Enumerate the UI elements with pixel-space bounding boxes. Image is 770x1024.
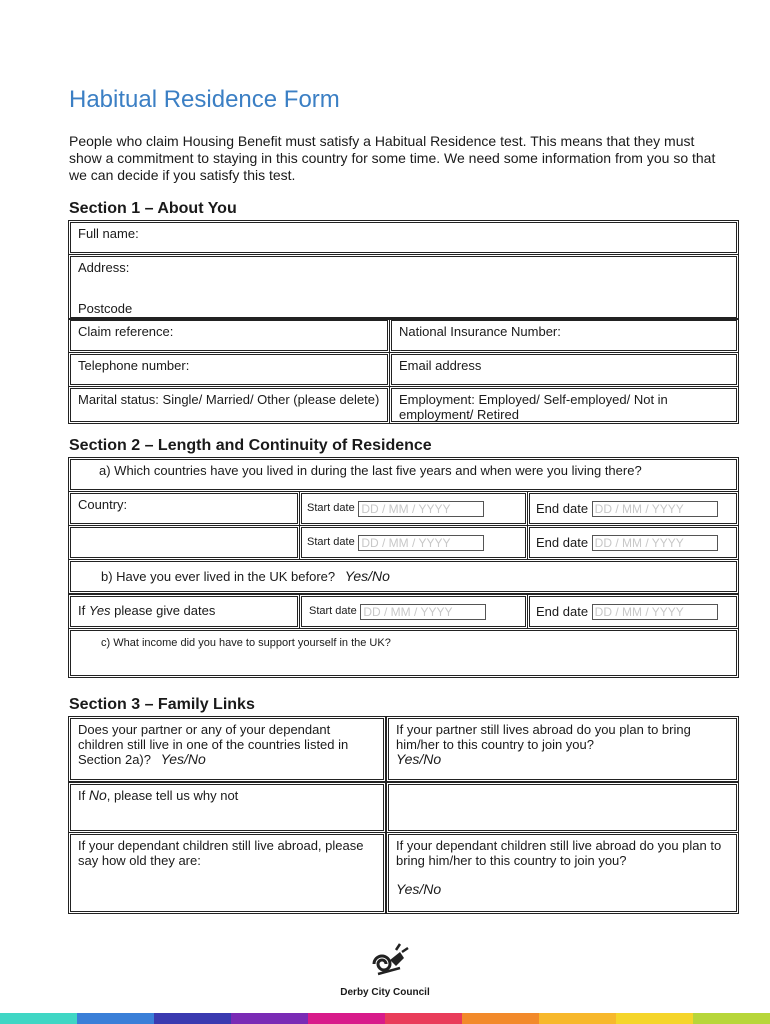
end-date-input-1[interactable]: DD / MM / YYYY	[592, 501, 718, 517]
email-field[interactable]	[391, 354, 737, 385]
end-date-cell-1	[529, 493, 737, 524]
page-title: Habitual Residence Form	[69, 86, 340, 113]
start-date-cell-1	[301, 493, 526, 524]
if-yes-dates-cell	[70, 596, 298, 627]
if-label: If	[78, 788, 86, 803]
plan-children-yes-no[interactable]: Yes/No	[396, 881, 442, 897]
address-label: Address:	[78, 260, 130, 275]
start-date-label: Start date	[307, 502, 355, 515]
country-field-2[interactable]	[70, 527, 298, 558]
plan-children-cell	[388, 834, 737, 912]
council-logo	[335, 940, 435, 998]
color-bar-segment	[77, 1013, 154, 1024]
ram-icon	[360, 940, 410, 980]
start-date-label: Start date	[307, 536, 355, 549]
marital-status-label: Marital status: Single/ Married/ Other (please delete)	[78, 392, 380, 407]
full-name-label: Full name:	[78, 226, 139, 241]
start-date-input-3[interactable]: DD / MM / YYYY	[360, 604, 486, 620]
start-date-cell-2	[301, 527, 526, 558]
color-bar-segment	[385, 1013, 462, 1024]
tell-why-text: , please tell us why not	[106, 788, 239, 803]
postcode-label: Postcode	[78, 301, 133, 316]
claim-reference-label: Claim reference:	[78, 324, 174, 339]
full-name-field[interactable]	[70, 222, 737, 253]
no-word: No	[88, 787, 107, 803]
end-date-input-3[interactable]: DD / MM / YYYY	[592, 604, 718, 620]
color-bar-segment	[693, 1013, 770, 1024]
telephone-field[interactable]	[70, 354, 388, 385]
start-date-cell-3	[301, 596, 526, 627]
marital-status-field[interactable]	[70, 388, 388, 422]
children-age-field[interactable]	[70, 834, 384, 912]
color-bar-segment	[231, 1013, 308, 1024]
telephone-label: Telephone number:	[78, 358, 190, 373]
color-bar-segment	[616, 1013, 693, 1024]
color-bar-segment	[308, 1013, 385, 1024]
color-bar-segment	[462, 1013, 539, 1024]
why-not-field[interactable]	[70, 784, 384, 831]
plan-children-question: If your dependant children still live abroad do you plan to bring him/her to this country to join you?	[396, 838, 722, 868]
plan-partner-cell	[388, 718, 737, 780]
end-date-label: End date	[536, 501, 589, 517]
if-label: If	[78, 603, 86, 618]
council-name: Derby City Council	[340, 987, 430, 998]
partner-abroad-question: Does your partner or any of your dependant children still live in one of the countries listed in Section 2a)?	[78, 722, 349, 767]
color-bar-segment	[0, 1013, 77, 1024]
partner-abroad-cell	[70, 718, 384, 780]
email-label: Email address	[399, 358, 482, 373]
please-give-dates: please give dates	[114, 603, 216, 618]
question-b-row	[70, 561, 737, 592]
employment-field[interactable]	[391, 388, 737, 422]
question-a-row	[70, 459, 737, 490]
end-date-input-2[interactable]: DD / MM / YYYY	[592, 535, 718, 551]
start-date-input-1[interactable]: DD / MM / YYYY	[358, 501, 484, 517]
section1-heading: Section 1 – About You	[69, 200, 237, 217]
question-c-text: c) What income did you have to support yourself in the UK?	[101, 637, 391, 649]
ni-number-label: National Insurance Number:	[399, 324, 561, 339]
yes-word: Yes	[88, 603, 111, 618]
color-bar-segment	[154, 1013, 231, 1024]
question-c-field[interactable]	[70, 630, 737, 676]
address-field[interactable]	[70, 256, 737, 318]
claim-reference-field[interactable]	[70, 320, 388, 351]
color-bar-segment	[539, 1013, 616, 1024]
intro-text: People who claim Housing Benefit must satisfy a Habitual Residence test. This means that they must show a commitment to staying in this country for some time. We need some information from you so that we can decide if you satisfy this test.	[69, 133, 716, 183]
question-a-text: a) Which countries have you lived in during the last five years and when were you living there?	[99, 463, 642, 478]
end-date-cell-2	[529, 527, 737, 558]
question-b-yes-no[interactable]: Yes/No	[344, 568, 390, 584]
why-not-answer-field[interactable]	[388, 784, 737, 831]
country-field-1[interactable]	[70, 493, 298, 524]
country-label: Country:	[78, 497, 128, 512]
plan-partner-yes-no[interactable]: Yes/No	[396, 751, 442, 767]
question-b-text: b) Have you ever lived in the UK before?	[101, 569, 336, 584]
ni-number-field[interactable]	[391, 320, 737, 351]
end-date-label: End date	[536, 604, 589, 620]
children-age-question: If your dependant children still live abroad, please say how old they are:	[78, 838, 364, 868]
partner-abroad-yes-no[interactable]: Yes/No	[160, 751, 206, 767]
plan-partner-question: If your partner still lives abroad do you plan to bring him/her to this country to join you?	[396, 722, 691, 752]
employment-label: Employment: Employed/ Self-employed/ Not in employment/ Retired	[399, 392, 668, 422]
start-date-label: Start date	[309, 605, 357, 618]
end-date-cell-3	[529, 596, 737, 627]
end-date-label: End date	[536, 535, 589, 551]
section2-heading: Section 2 – Length and Continuity of Residence	[69, 437, 432, 454]
section3-heading: Section 3 – Family Links	[69, 696, 255, 713]
start-date-input-2[interactable]: DD / MM / YYYY	[358, 535, 484, 551]
